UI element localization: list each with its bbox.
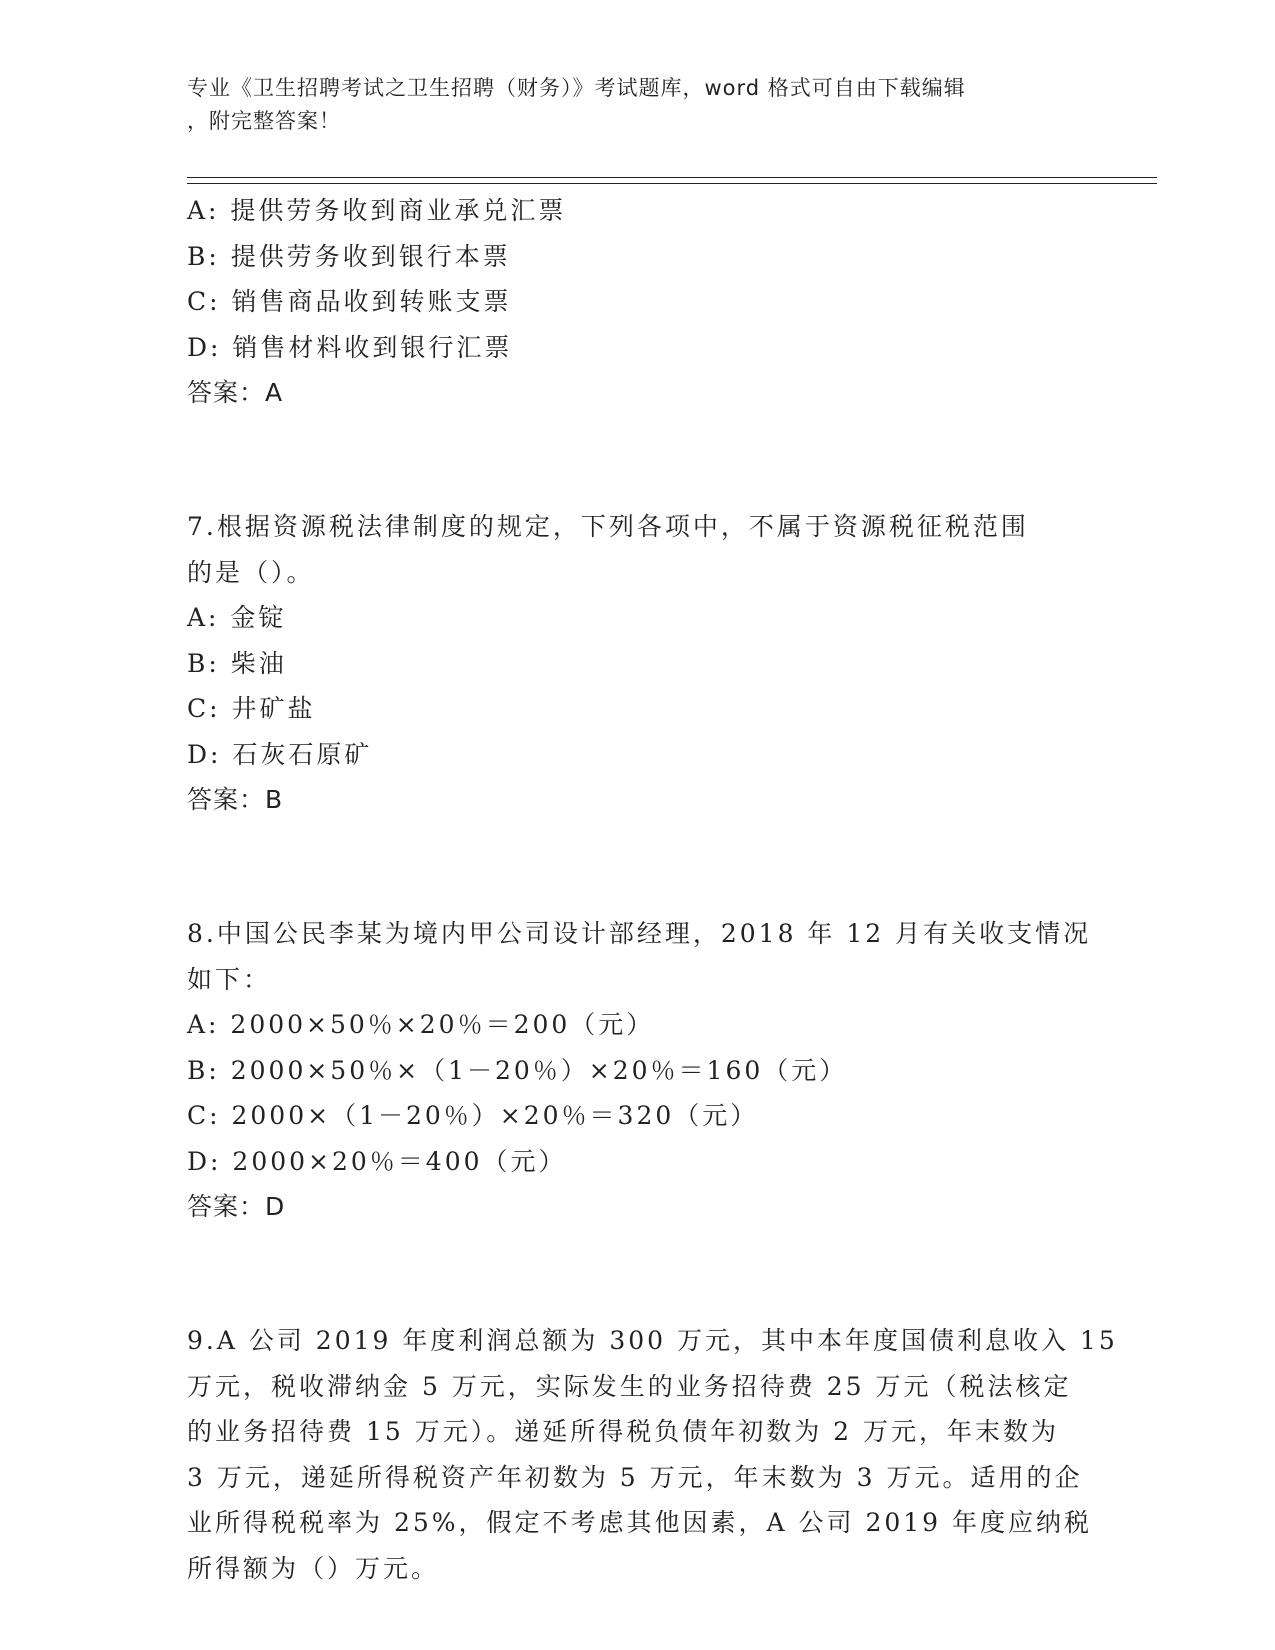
option-a: A: 2000×50％×20％＝200（元） xyxy=(187,1010,655,1039)
question-stem-line: 7.根据资源税法律制度的规定，下列各项中，不属于资源税征税范围 xyxy=(187,512,1029,541)
header-line-1: 专业《卫生招聘考试之卫生招聘（财务）》考试题库，word 格式可自由下载编辑 xyxy=(187,76,966,100)
header-divider-bottom xyxy=(187,183,1157,184)
option-a: A: 提供劳务收到商业承兑汇票 xyxy=(187,196,567,225)
question-stem-line: 3 万元，递延所得税资产年初数为 5 万元，年末数为 3 万元。适用的企 xyxy=(187,1462,1083,1492)
question-stem-line: 万元，税收滞纳金 5 万元，实际发生的业务招待费 25 万元（税法核定 xyxy=(187,1371,1072,1401)
question-stem-line: 所得额为（）万元。 xyxy=(187,1553,440,1583)
answer: 答案：D xyxy=(187,1192,286,1221)
option-d: D: 2000×20％＝400（元） xyxy=(187,1146,567,1176)
option-d: D: 销售材料收到银行汇票 xyxy=(187,332,513,362)
document-header xyxy=(187,72,1067,138)
option-b: B: 提供劳务收到银行本票 xyxy=(187,241,511,271)
option-b: B: 柴油 xyxy=(187,648,287,678)
option-a: A: 金锭 xyxy=(187,603,287,632)
answer: 答案：A xyxy=(187,378,284,407)
question-9 xyxy=(187,1318,1118,1591)
option-d: D: 石灰石原矿 xyxy=(187,739,373,769)
header-divider-top xyxy=(187,177,1157,178)
option-b: B: 2000×50％×（1－20％）×20％＝160（元） xyxy=(187,1055,848,1085)
question-stem-line: 的业务招待费 15 万元）。递延所得税负债年初数为 2 万元，年末数为 xyxy=(187,1417,1060,1446)
question-content xyxy=(187,188,1118,1591)
option-c: C: 销售商品收到转账支票 xyxy=(187,287,512,316)
header-line-2: ，附完整答案！ xyxy=(187,109,341,133)
question-stem-line: 8.中国公民李某为境内甲公司设计部经理，2018 年 12 月有关收支情况 xyxy=(187,919,1092,948)
option-c: C: 井矿盐 xyxy=(187,694,316,723)
question-stem-line: 如下： xyxy=(187,964,272,994)
question-stem-line: 的是（）。 xyxy=(187,557,315,587)
question-6 xyxy=(187,188,1087,416)
question-stem-line: 业所得税税率为 25%，假定不考虑其他因素，A 公司 2019 年度应纳税 xyxy=(187,1508,1093,1537)
option-c: C: 2000×（1－20％）×20％＝320（元） xyxy=(187,1101,759,1130)
question-8 xyxy=(187,911,1092,1230)
question-stem-line: 9.A 公司 2019 年度利润总额为 300 万元，其中本年度国债利息收入 15 xyxy=(187,1326,1118,1355)
question-7 xyxy=(187,504,1087,823)
answer: 答案：B xyxy=(187,785,284,814)
